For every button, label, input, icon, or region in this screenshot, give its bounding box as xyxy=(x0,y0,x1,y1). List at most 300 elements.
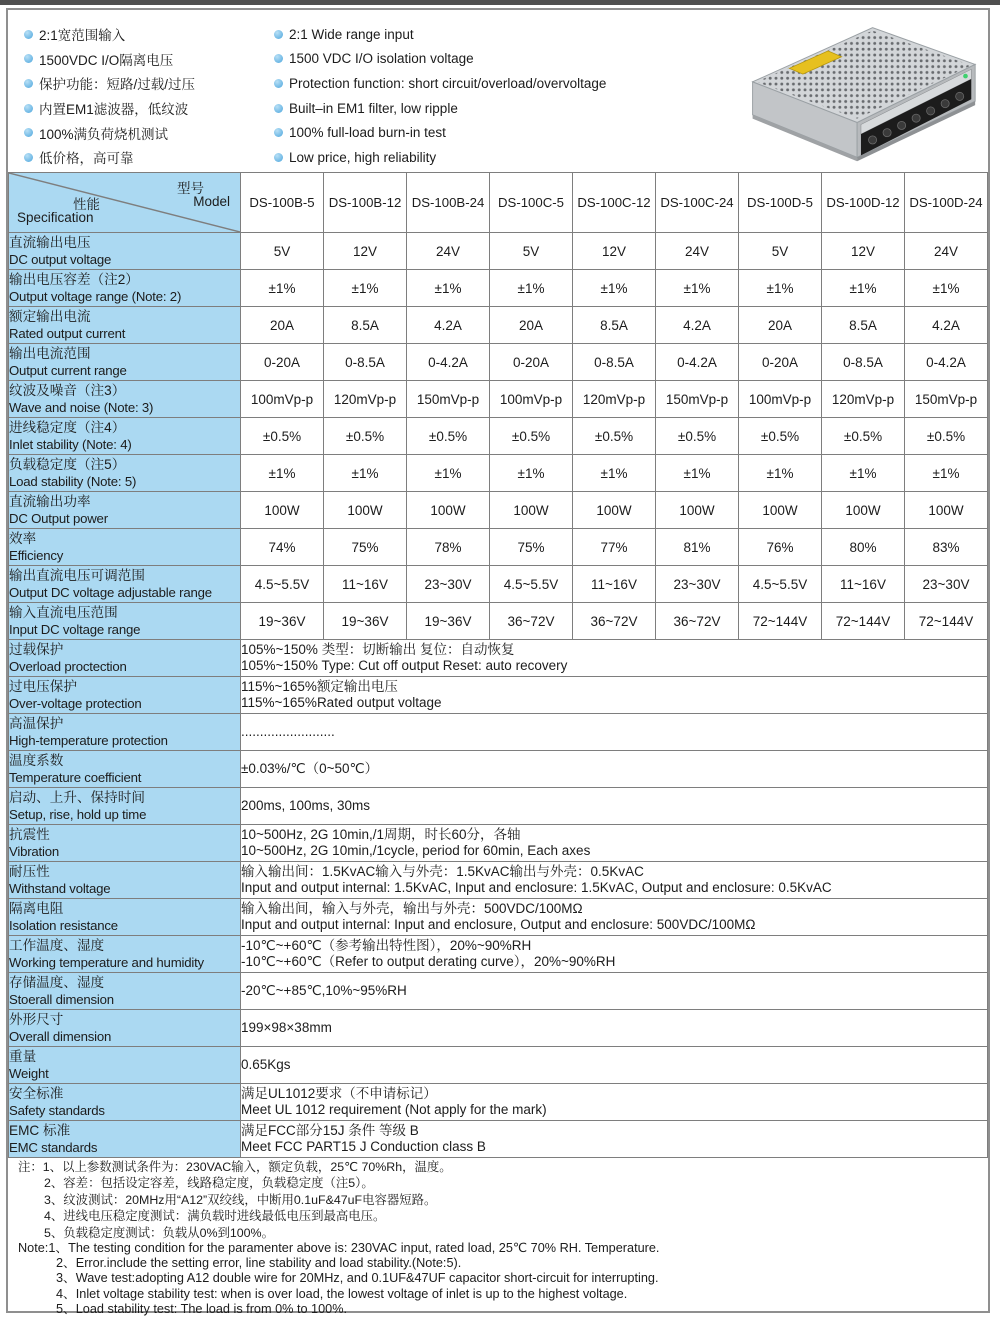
spec-row xyxy=(9,233,988,270)
spec-value-cell: ±1% xyxy=(324,270,407,307)
spec-row xyxy=(9,603,988,640)
spec-label-zh: 纹波及噪音（注3） xyxy=(9,383,126,399)
spec-label-zh: 启动、上升、保持时间 xyxy=(9,790,145,806)
spec-merged-line: 10~500Hz, 2G 10min,/1cycle, period for 60min, Each axes xyxy=(241,843,591,858)
spec-value-cell: 23~30V xyxy=(656,566,739,603)
spec-value-cell: ±0.5% xyxy=(656,418,739,455)
spec-label-zh: 输出直流电压可调范围 xyxy=(9,568,145,584)
spec-merged-line: -10℃~+60℃（参考输出特性图），20%~90%RH xyxy=(241,937,532,953)
spec-value-cell: 150mVp-p xyxy=(407,381,490,418)
spec-value-cell: 72~144V xyxy=(905,603,988,640)
model-header-cell: DS-100B-24 xyxy=(407,173,490,233)
spec-merged-line: 满足UL1012要求（不申请标记） xyxy=(241,1085,437,1101)
table-corner-cell xyxy=(9,173,241,233)
spec-merged-line: Meet FCC PART15 J Conduction class B xyxy=(241,1139,486,1154)
model-header-cell: DS-100C-12 xyxy=(573,173,656,233)
note-line: 2、容差：包括设定容差，线路稳定度，负载稳定度（注5）。 xyxy=(44,1176,374,1191)
spec-row xyxy=(9,344,988,381)
spec-value-cell: 120mVp-p xyxy=(324,381,407,418)
spec-row-label xyxy=(9,566,241,603)
spec-value-cell: 4.5~5.5V xyxy=(739,566,822,603)
spec-row-label xyxy=(9,714,241,751)
spec-value-cell: 23~30V xyxy=(407,566,490,603)
page-frame xyxy=(6,8,990,1316)
bullet-icon xyxy=(274,54,283,63)
spec-label-en: Working temperature and humidity xyxy=(9,954,204,970)
spec-value-cell: 8.5A xyxy=(822,307,905,344)
notes-en-list xyxy=(18,1241,982,1317)
spec-value-cell: 12V xyxy=(822,233,905,270)
spec-value-cell: 75% xyxy=(324,529,407,566)
spec-label-zh: 过载保护 xyxy=(9,642,64,658)
corner-spec-zh: 性能 xyxy=(73,197,100,212)
spec-label-en: Inlet stability (Note: 4) xyxy=(9,436,132,452)
note-line: 注：1、以上参数测试条件为：230VAC输入，额定负载，25℃ 70%Rh，温度。 xyxy=(18,1160,452,1174)
spec-row-label xyxy=(9,233,241,270)
spec-value-cell: 36~72V xyxy=(573,603,656,640)
spec-value-cell: 36~72V xyxy=(656,603,739,640)
spec-value-cell: ±1% xyxy=(241,270,324,307)
spec-label-zh: 输入直流电压范围 xyxy=(9,605,118,621)
spec-value-cell: 80% xyxy=(822,529,905,566)
spec-row-label xyxy=(9,640,241,677)
spec-label-en: DC Output power xyxy=(9,510,108,526)
bullet-icon xyxy=(274,153,283,162)
spec-row xyxy=(9,455,988,492)
spec-value-cell: ±0.5% xyxy=(407,418,490,455)
spec-row-label xyxy=(9,1084,241,1121)
spec-value-cell: 4.2A xyxy=(905,307,988,344)
spec-merged-line: ......................... xyxy=(241,723,335,739)
spec-row-label xyxy=(9,492,241,529)
spec-label-en: High-temperature protection xyxy=(9,732,168,748)
spec-value-cell: 100W xyxy=(241,492,324,529)
spec-merged-line: ±0.03%/℃（0~50℃） xyxy=(241,760,379,776)
spec-row-label xyxy=(9,603,241,640)
note-line: 5、负载稳定度测试：负载从0%到100%。 xyxy=(44,1225,274,1240)
spec-merged-cell xyxy=(241,862,988,899)
bullet-icon xyxy=(24,79,33,88)
spec-row xyxy=(9,566,988,603)
spec-row xyxy=(9,307,988,344)
feature-text: Built–in EM1 filter, low ripple xyxy=(289,100,458,116)
feature-item xyxy=(24,22,195,47)
spec-value-cell: 12V xyxy=(573,233,656,270)
model-header-cell: DS-100D-5 xyxy=(739,173,822,233)
spec-merged-line: 115%~165%额定输出电压 xyxy=(241,678,398,694)
spec-value-cell: 4.5~5.5V xyxy=(490,566,573,603)
spec-value-cell: ±1% xyxy=(656,270,739,307)
spec-value-cell: 120mVp-p xyxy=(822,381,905,418)
spec-row xyxy=(9,640,988,677)
spec-value-cell: 0-8.5A xyxy=(573,344,656,381)
spec-label-zh: 工作温度、湿度 xyxy=(9,938,105,954)
spec-row-label xyxy=(9,677,241,714)
spec-row-label xyxy=(9,1047,241,1084)
spec-value-cell: 19~36V xyxy=(407,603,490,640)
note-line: 2、Error.include the setting error, line stability and load stability.(Note:5). xyxy=(56,1256,462,1271)
spec-value-cell: 0-20A xyxy=(490,344,573,381)
feature-text: 100% full-load burn-in test xyxy=(289,125,446,141)
spec-row-label xyxy=(9,381,241,418)
spec-merged-line: 满足FCC部分15J 条件 等级 B xyxy=(241,1122,419,1138)
feature-text: Protection function: short circuit/overload/overvoltage xyxy=(289,75,607,91)
spec-merged-line: 199×98×38mm xyxy=(241,1019,332,1035)
spec-label-zh: 温度系数 xyxy=(9,753,64,769)
spec-label-en: Input DC voltage range xyxy=(9,621,141,637)
bullet-icon xyxy=(24,128,33,137)
spec-value-cell: 8.5A xyxy=(573,307,656,344)
bullet-icon xyxy=(274,79,283,88)
spec-label-en: Overall dimension xyxy=(9,1028,112,1044)
spec-merged-line: 200ms, 100ms, 30ms xyxy=(241,797,371,813)
spec-label-en: Weight xyxy=(9,1065,49,1081)
spec-label-en: Stoerall dimension xyxy=(9,991,114,1007)
spec-row-label xyxy=(9,529,241,566)
spec-value-cell: ±0.5% xyxy=(324,418,407,455)
spec-row-label xyxy=(9,1121,241,1158)
spec-merged-cell xyxy=(241,751,988,788)
spec-row xyxy=(9,270,988,307)
bullet-icon xyxy=(24,54,33,63)
spec-value-cell: 100W xyxy=(739,492,822,529)
spec-merged-cell xyxy=(241,788,988,825)
spec-value-cell: 23~30V xyxy=(905,566,988,603)
spec-merged-line: 输入输出间：1.5KvAC输入与外壳：1.5KvAC输出与外壳：0.5KvAC xyxy=(241,863,644,879)
spec-row xyxy=(9,825,988,862)
spec-value-cell: 81% xyxy=(656,529,739,566)
spec-value-cell: ±0.5% xyxy=(822,418,905,455)
feature-item xyxy=(24,145,195,170)
spec-row-label xyxy=(9,1010,241,1047)
spec-value-cell: ±1% xyxy=(739,455,822,492)
spec-row-label xyxy=(9,899,241,936)
spec-label-en: Load stability (Note: 5) xyxy=(9,473,137,489)
spec-value-cell: 19~36V xyxy=(324,603,407,640)
spec-value-cell: 4.5~5.5V xyxy=(241,566,324,603)
spec-label-en: EMC standards xyxy=(9,1139,98,1155)
spec-row xyxy=(9,1084,988,1121)
model-header-cell: DS-100B-5 xyxy=(241,173,324,233)
spec-value-cell: 36~72V xyxy=(490,603,573,640)
spec-merged-cell xyxy=(241,1121,988,1158)
spec-label-zh: 负载稳定度（注5） xyxy=(9,457,126,473)
spec-row xyxy=(9,714,988,751)
spec-value-cell: ±1% xyxy=(490,455,573,492)
bullet-icon xyxy=(274,104,283,113)
spec-label-zh: 安全标准 xyxy=(9,1086,64,1102)
spec-value-cell: ±1% xyxy=(905,270,988,307)
feature-text: 1500 VDC I/O isolation voltage xyxy=(289,51,474,67)
spec-value-cell: 11~16V xyxy=(324,566,407,603)
spec-row xyxy=(9,862,988,899)
feature-item xyxy=(274,47,606,72)
spec-label-en: Vibration xyxy=(9,843,60,859)
feature-text: 1500VDC I/O隔离电压 xyxy=(39,52,174,68)
note-line: 5、Load stability test: The load is from 0% to 100%. xyxy=(56,1301,348,1316)
spec-row xyxy=(9,1047,988,1084)
feature-item xyxy=(274,22,606,47)
feature-text: 100%满负荷烧机测试 xyxy=(39,126,169,142)
spec-merged-line: Meet UL 1012 requirement (Not apply for the mark) xyxy=(241,1102,547,1117)
spec-label-zh: 直流输出电压 xyxy=(9,235,91,251)
spec-value-cell: 100mVp-p xyxy=(490,381,573,418)
spec-label-zh: 额定输出电流 xyxy=(9,309,91,325)
spec-value-cell: 0-20A xyxy=(241,344,324,381)
spec-value-cell: 100W xyxy=(905,492,988,529)
spec-table xyxy=(8,172,988,1158)
spec-label-en: Safety standards xyxy=(9,1102,105,1118)
product-photo xyxy=(736,18,984,168)
spec-value-cell: ±1% xyxy=(573,270,656,307)
spec-label-zh: 重量 xyxy=(9,1049,37,1065)
feature-item xyxy=(24,96,195,121)
spec-label-en: Temperature coefficient xyxy=(9,769,142,785)
spec-merged-line: -10℃~+60℃（Refer to output derating curve），20%~90%RH xyxy=(241,954,616,969)
spec-value-cell: 20A xyxy=(739,307,822,344)
spec-value-cell: 20A xyxy=(241,307,324,344)
spec-merged-line: -20℃~+85℃,10%~95%RH xyxy=(241,982,407,998)
feature-item xyxy=(24,71,195,96)
spec-value-cell: 24V xyxy=(407,233,490,270)
model-header-cell: DS-100C-24 xyxy=(656,173,739,233)
spec-row xyxy=(9,529,988,566)
spec-value-cell: 100W xyxy=(822,492,905,529)
corner-model-en: Model xyxy=(193,194,230,209)
spec-label-en: Overload proctection xyxy=(9,658,127,674)
spec-row xyxy=(9,381,988,418)
spec-value-cell: ±1% xyxy=(739,270,822,307)
spec-value-cell: 11~16V xyxy=(822,566,905,603)
spec-value-cell: 0-4.2A xyxy=(407,344,490,381)
notes-zh-list xyxy=(18,1159,982,1241)
spec-merged-cell xyxy=(241,714,988,751)
spec-row-label xyxy=(9,788,241,825)
spec-merged-line: 115%~165%Rated output voltage xyxy=(241,695,442,710)
spec-label-en: Output voltage range (Note: 2) xyxy=(9,288,182,304)
spec-label-en: Withstand voltage xyxy=(9,880,111,896)
spec-label-zh: 隔离电阻 xyxy=(9,901,64,917)
bullet-icon xyxy=(274,30,283,39)
spec-row xyxy=(9,1121,988,1158)
spec-merged-cell xyxy=(241,640,988,677)
model-header-cell: DS-100B-12 xyxy=(324,173,407,233)
spec-label-en: DC output voltage xyxy=(9,251,112,267)
spec-value-cell: ±1% xyxy=(822,270,905,307)
model-header-cell: DS-100C-5 xyxy=(490,173,573,233)
note-line: 4、Inlet voltage stability test: when is over load, the lowest voltage of inlet is up to the highest voltage. xyxy=(56,1286,628,1301)
spec-label-zh: 高温保护 xyxy=(9,716,64,732)
spec-label-zh: 耐压性 xyxy=(9,864,50,880)
spec-merged-line: 105%~150% Type: Cut off output Reset: auto recovery xyxy=(241,658,568,673)
spec-value-cell: ±0.5% xyxy=(739,418,822,455)
spec-value-cell: ±0.5% xyxy=(573,418,656,455)
bullet-icon xyxy=(24,104,33,113)
spec-value-cell: ±1% xyxy=(905,455,988,492)
note-line: 3、Wave test:adopting A12 double wire for 20MHz, and 0.1UF&47UF capacitor short-circuit for interrupting. xyxy=(56,1271,659,1286)
spec-value-cell: 72~144V xyxy=(739,603,822,640)
corner-spec-en: Specification xyxy=(17,210,94,225)
spec-value-cell: 100mVp-p xyxy=(739,381,822,418)
feature-item xyxy=(274,145,606,170)
spec-label-zh: 输出电压容差（注2） xyxy=(9,272,139,288)
spec-row-label xyxy=(9,418,241,455)
spec-value-cell: 77% xyxy=(573,529,656,566)
spec-label-en: Isolation resistance xyxy=(9,917,118,933)
spec-label-zh: 进线稳定度（注4） xyxy=(9,420,126,436)
spec-label-en: Efficiency xyxy=(9,547,64,563)
spec-merged-cell xyxy=(241,1010,988,1047)
spec-value-cell: 12V xyxy=(324,233,407,270)
spec-label-zh: 输出电流范围 xyxy=(9,346,91,362)
note-line: Note:1、The testing condition for the paramenter above is: 230VAC input, rated load, 25℃ 70% RH. Temperature. xyxy=(18,1241,660,1256)
spec-value-cell: 100mVp-p xyxy=(241,381,324,418)
feature-text: 2:1 Wide range input xyxy=(289,26,414,42)
spec-value-cell: 150mVp-p xyxy=(656,381,739,418)
spec-value-cell: 0-8.5A xyxy=(822,344,905,381)
spec-merged-line: 输入输出间，输入与外壳，输出与外壳：500VDC/100MΩ xyxy=(241,900,583,916)
feature-text: 低价格，高可靠 xyxy=(39,151,134,167)
spec-value-cell: ±0.5% xyxy=(241,418,324,455)
spec-value-cell: 100W xyxy=(490,492,573,529)
spec-value-cell: ±0.5% xyxy=(490,418,573,455)
spec-merged-line: 0.65Kgs xyxy=(241,1056,291,1072)
spec-label-zh: 存储温度、湿度 xyxy=(9,975,105,991)
spec-row-label xyxy=(9,751,241,788)
note-line: 3、纹波测试：20MHz用“A12”双绞线，中断用0.1uF&47uF电容器短路。 xyxy=(44,1192,437,1207)
spec-label-zh: 抗震性 xyxy=(9,827,50,843)
spec-merged-cell xyxy=(241,899,988,936)
spec-label-en: Over-voltage protection xyxy=(9,695,142,711)
features-section xyxy=(8,10,988,172)
spec-merged-cell xyxy=(241,1047,988,1084)
model-header-cell: DS-100D-12 xyxy=(822,173,905,233)
spec-value-cell: 83% xyxy=(905,529,988,566)
spec-merged-cell xyxy=(241,936,988,973)
spec-value-cell: 5V xyxy=(739,233,822,270)
spec-row xyxy=(9,418,988,455)
note-line: 4、进线电压稳定度测试：满负载时进线最低电压到最高电压。 xyxy=(44,1209,386,1224)
spec-label-en: Output DC voltage adjustable range xyxy=(9,584,212,600)
spec-row xyxy=(9,788,988,825)
spec-row xyxy=(9,677,988,714)
spec-value-cell: 11~16V xyxy=(573,566,656,603)
spec-value-cell: 24V xyxy=(905,233,988,270)
spec-row-label xyxy=(9,936,241,973)
spec-value-cell: 5V xyxy=(241,233,324,270)
spec-value-cell: ±1% xyxy=(573,455,656,492)
spec-label-zh: 外形尺寸 xyxy=(9,1012,64,1028)
spec-value-cell: 20A xyxy=(490,307,573,344)
spec-label-zh: EMC 标准 xyxy=(9,1123,71,1139)
spec-label-en: Wave and noise (Note: 3) xyxy=(9,399,154,415)
spec-label-zh: 直流输出功率 xyxy=(9,494,91,510)
spec-label-zh: 过电压保护 xyxy=(9,679,77,695)
feature-item xyxy=(274,71,606,96)
feature-text: 内置EM1滤波器，低纹波 xyxy=(39,102,189,118)
spec-label-en: Rated output current xyxy=(9,325,126,341)
spec-row-label xyxy=(9,455,241,492)
spec-value-cell: 4.2A xyxy=(656,307,739,344)
spec-value-cell: 8.5A xyxy=(324,307,407,344)
feature-text: 保护功能：短路/过载/过压 xyxy=(39,77,196,93)
spec-merged-cell xyxy=(241,825,988,862)
spec-value-cell: ±1% xyxy=(407,270,490,307)
spec-row xyxy=(9,899,988,936)
spec-value-cell: ±1% xyxy=(324,455,407,492)
spec-row-label xyxy=(9,862,241,899)
spec-row-label xyxy=(9,307,241,344)
spec-value-cell: 0-4.2A xyxy=(905,344,988,381)
spec-value-cell: 74% xyxy=(241,529,324,566)
spec-row xyxy=(9,1010,988,1047)
page-top-edge xyxy=(0,0,1000,5)
spec-value-cell: ±1% xyxy=(241,455,324,492)
spec-value-cell: 100W xyxy=(407,492,490,529)
spec-merged-cell xyxy=(241,1084,988,1121)
spec-merged-cell xyxy=(241,677,988,714)
spec-value-cell: 0-20A xyxy=(739,344,822,381)
spec-merged-line: Input and output internal: 1.5KvAC, Input and enclosure: 1.5KvAC, Output and enclosure: 0.5KvAC xyxy=(241,880,832,895)
spec-value-cell: 150mVp-p xyxy=(905,381,988,418)
bullet-icon xyxy=(24,30,33,39)
spec-row xyxy=(9,751,988,788)
notes-section xyxy=(18,1159,982,1317)
features-zh-list xyxy=(24,22,195,170)
spec-value-cell: 24V xyxy=(656,233,739,270)
spec-row xyxy=(9,936,988,973)
feature-text: Low price, high reliability xyxy=(289,149,437,165)
spec-value-cell: 78% xyxy=(407,529,490,566)
spec-value-cell: ±1% xyxy=(656,455,739,492)
spec-value-cell: ±0.5% xyxy=(905,418,988,455)
spec-value-cell: 100W xyxy=(656,492,739,529)
spec-value-cell: 72~144V xyxy=(822,603,905,640)
spec-value-cell: 75% xyxy=(490,529,573,566)
spec-value-cell: 100W xyxy=(324,492,407,529)
spec-value-cell: 100W xyxy=(573,492,656,529)
corner-model-zh: 型号 xyxy=(177,181,204,196)
spec-value-cell: ±1% xyxy=(407,455,490,492)
spec-merged-line: Input and output internal: Input and enclosure, Output and enclosure: 500VDC/100MΩ xyxy=(241,917,756,932)
features-en-list xyxy=(274,22,606,170)
model-header-cell: DS-100D-24 xyxy=(905,173,988,233)
spec-merged-line: 105%~150% 类型：切断输出 复位：自动恢复 xyxy=(241,641,515,657)
spec-label-en: Output current range xyxy=(9,362,127,378)
spec-value-cell: 5V xyxy=(490,233,573,270)
spec-value-cell: 4.2A xyxy=(407,307,490,344)
spec-label-en: Setup, rise, hold up time xyxy=(9,806,147,822)
spec-row-label xyxy=(9,973,241,1010)
spec-table-header-row xyxy=(9,173,988,233)
feature-text: 2:1宽范围输入 xyxy=(39,28,126,44)
spec-value-cell: 0-4.2A xyxy=(656,344,739,381)
spec-merged-cell xyxy=(241,973,988,1010)
spec-merged-line: 10~500Hz, 2G 10min,/1周期，时长60分，各轴 xyxy=(241,826,521,842)
spec-row xyxy=(9,973,988,1010)
spec-value-cell: 19~36V xyxy=(241,603,324,640)
spec-row-label xyxy=(9,344,241,381)
bullet-icon xyxy=(24,153,33,162)
spec-value-cell: ±1% xyxy=(490,270,573,307)
spec-value-cell: 76% xyxy=(739,529,822,566)
spec-row-label xyxy=(9,825,241,862)
spec-table-body xyxy=(9,233,988,1158)
spec-value-cell: 0-8.5A xyxy=(324,344,407,381)
feature-item xyxy=(274,96,606,121)
feature-item xyxy=(274,120,606,145)
feature-item xyxy=(24,120,195,145)
